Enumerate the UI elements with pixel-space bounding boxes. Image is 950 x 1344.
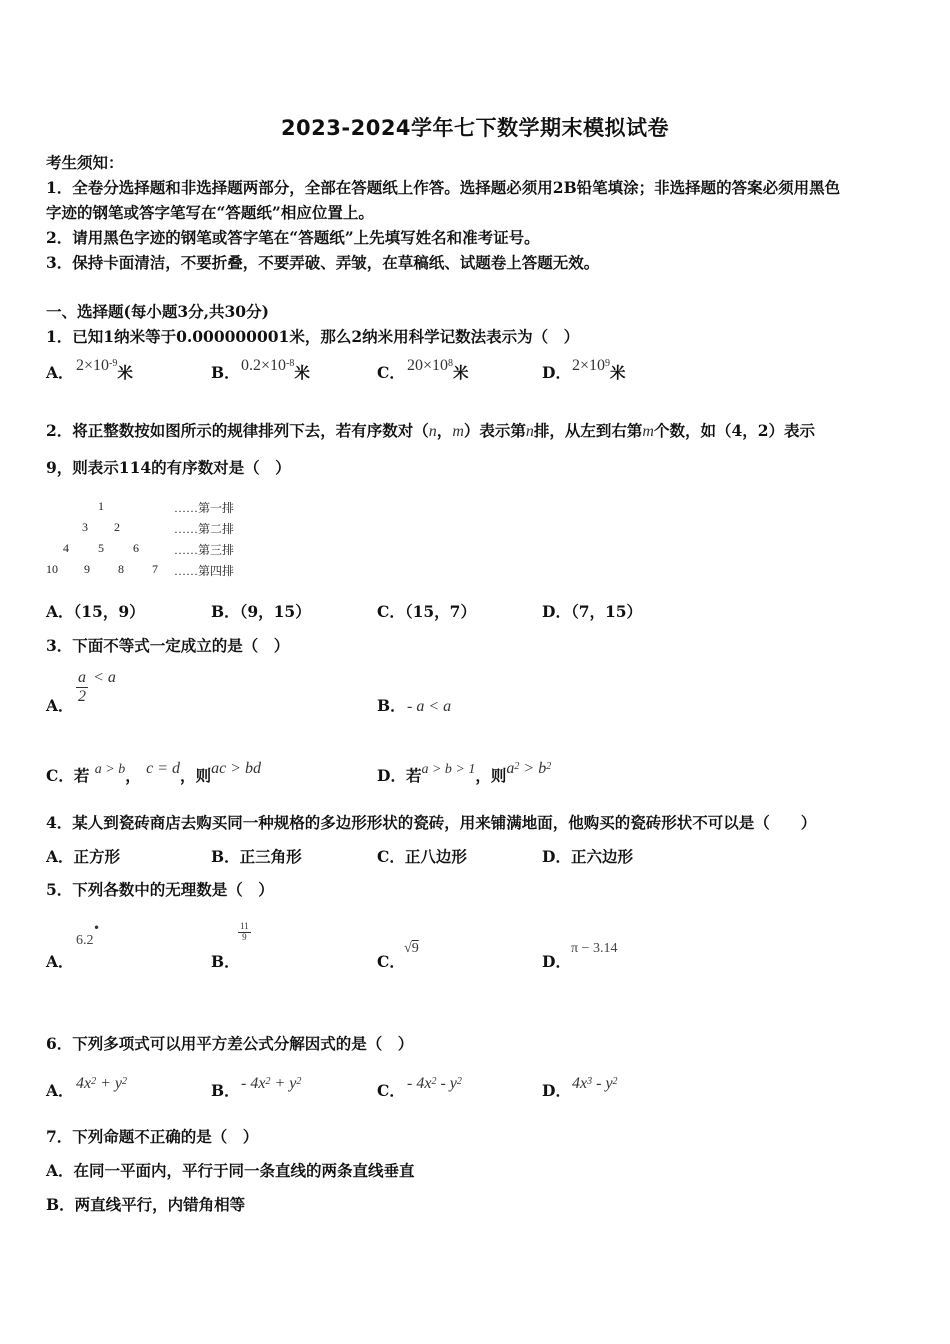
math-term: - y [592,1075,613,1092]
option-label: C． [46,766,74,785]
triangle-number: 1 [98,499,104,513]
q5-option-c-label: C． [377,952,405,971]
math-exp: 2 [296,1076,302,1087]
section-heading: 一、选择题(每小题3分,共30分) [46,302,269,321]
math-exp: -9 [109,358,118,369]
math-exp: 9 [605,358,611,369]
math-exp: 2 [431,1076,437,1087]
word-if: 若 [73,766,90,785]
notice-line: 字迹的钢笔或答字笔写在“答题纸”相应位置上。 [46,203,374,222]
math-base: a [506,760,515,777]
triangle-number: 2 [114,520,120,534]
question-3-stem: 3．下面不等式一定成立的是（ ） [46,636,290,655]
denominator: 9 [242,932,247,942]
math-exp: 2 [546,761,552,772]
math-term: - 4x [407,1075,432,1092]
triangle-number: 10 [46,562,58,576]
triangle-row-tag: ……第三排 [174,543,235,557]
stem-part: ， [436,421,453,440]
math-exp: -8 [286,358,295,369]
math-expr: ac > bd [211,760,261,777]
unit: 米 [117,363,133,382]
math-expr: 6.2 [76,933,94,948]
q6-option-b[interactable] [211,1075,302,1101]
unit: 米 [294,363,310,382]
math-expr: < a [93,668,116,686]
q3-option-a-label: A． [46,696,74,715]
q2-option-a[interactable]: A．（15，9） [46,602,145,621]
option-label: B． [211,363,240,382]
q4-option-c[interactable]: C．正八边形 [377,847,467,866]
q5-option-b-label: B． [211,952,240,971]
unit: 米 [610,363,626,382]
math-coef: 2×10 [76,357,110,374]
repeating-dot-icon: • [93,921,101,935]
math-exp: 2 [456,1076,462,1087]
option-label: B． [211,1081,240,1100]
q5-option-c[interactable] [404,937,419,957]
comma: ， [125,766,141,785]
stem-part: 个数，如（4，2）表示 [653,421,816,440]
q1-option-a[interactable] [46,357,133,383]
triangle-row-tag: ……第一排 [174,501,235,515]
notice-heading: 考生须知： [46,153,124,172]
q3-option-b[interactable] [377,694,451,716]
math-expr: - a < a [407,698,452,715]
math-exp: 2 [514,761,520,772]
radicand: 9 [411,941,419,956]
comma: ， [180,766,196,785]
q2-option-d[interactable]: D．（7，15） [542,602,643,621]
triangle-row-tag: ……第四排 [174,564,235,578]
math-base: > b [519,760,547,777]
var-n: n [428,423,437,440]
triangle-number: 4 [63,541,69,555]
q3-option-c[interactable] [46,760,261,786]
q3-option-d[interactable] [377,760,552,786]
option-label: A． [46,363,74,382]
notice-line: 2．请用黑色字迹的钢笔或答字笔在“答题纸”上先填写姓名和准考证号。 [46,228,540,247]
q1-option-d[interactable] [542,357,626,383]
option-label: D． [377,766,406,785]
q7-option-b[interactable]: B．两直线平行，内错角相等 [46,1195,246,1214]
math-term: - 4x [241,1075,266,1092]
q5-option-a-label: A． [46,952,74,971]
q5-option-b[interactable] [238,922,251,943]
q6-option-c[interactable] [377,1075,462,1101]
option-label: B． [377,696,406,715]
question-7-stem: 7．下列命题不正确的是（ ） [46,1127,259,1146]
math-exp: 2 [265,1076,271,1087]
word-then: 则 [195,766,212,785]
triangle-number: 8 [118,562,124,576]
triangle-row-tag: ……第二排 [174,522,235,536]
question-4-stem: 4．某人到瓷砖商店去购买同一种规格的多边形形状的瓷砖，用来铺满地面，他购买的瓷砖形状不可以是（ ） [46,813,817,832]
math-term: - y [436,1075,457,1092]
math-expr: a > b [94,762,126,777]
q7-option-a[interactable]: A．在同一平面内，平行于同一条直线的两条直线垂直 [46,1161,415,1180]
math-exp: 2 [91,1076,97,1087]
math-term: + y [96,1075,123,1092]
q2-option-c[interactable]: C．（15，7） [377,602,476,621]
option-label: D． [542,1081,571,1100]
triangle-number: 3 [82,520,88,534]
stem-part: 2．将正整数按如图所示的规律排列下去，若有序数对（ [46,421,429,440]
triangle-number: 6 [133,541,139,555]
triangle-number: 9 [84,562,90,576]
q5-option-a[interactable] [76,921,101,949]
q1-option-c[interactable] [377,357,469,383]
q5-option-d[interactable] [571,937,617,957]
option-label: A． [46,1081,74,1100]
numerator: 11 [240,921,249,932]
math-coef: 2×10 [572,357,606,374]
math-exp: 3 [587,1076,593,1087]
math-coef: 20×10 [407,357,449,374]
math-coef: 0.2×10 [241,357,287,374]
fraction [238,922,251,943]
sqrt-icon: √ [404,941,412,956]
option-label: D． [542,363,571,382]
option-label: C． [377,1081,405,1100]
question-2-stem [46,419,815,441]
option-label: C． [377,363,405,382]
q2-option-b[interactable]: B．（9，15） [211,602,311,621]
math-expr: a > b > 1 [421,762,476,777]
triangle-number: 7 [152,562,158,576]
q6-option-a[interactable] [46,1075,128,1101]
question-6-stem: 6．下列多项式可以用平方差公式分解因式的是（ ） [46,1034,414,1053]
math-term: 4x [572,1075,588,1092]
notice-line: 1．全卷分选择题和非选择题两部分，全部在答题纸上作答。选择题必须用2B铅笔填涂；非选择题的答案必须用黑色 [46,178,841,197]
math-term: 4x [76,1075,92,1092]
question-1-stem: 1．已知1纳米等于0.000000001米，那么2纳米用科学记数法表示为（ ） [46,327,580,346]
word-if: 若 [405,766,422,785]
math-expr: π − 3.14 [571,941,618,956]
q4-option-b[interactable]: B．正三角形 [211,847,302,866]
math-expr: c = d [146,760,181,777]
q5-option-d-label: D． [542,952,571,971]
comma: ， [475,766,491,785]
page-title: 2023-2024学年七下数学期末模拟试卷 [280,116,670,140]
math-exp: 2 [612,1076,618,1087]
fraction [76,669,88,705]
q1-option-b[interactable] [211,357,310,383]
q4-option-a[interactable]: A．正方形 [46,847,121,866]
q3-option-a[interactable] [76,669,116,705]
numerator: a [78,669,86,686]
question-2-stem-line2: 9，则表示114的有序数对是（ ） [46,458,291,477]
math-exp: 8 [448,358,454,369]
var-m: m [642,423,654,440]
stem-part: ）表示第 [463,421,526,440]
question-5-stem: 5．下列各数中的无理数是（ ） [46,880,274,899]
var-m: m [452,423,464,440]
math-term: + y [270,1075,297,1092]
var-n: n [525,423,534,440]
denominator: 2 [78,687,86,705]
notice-line: 3．保持卡面清洁，不要折叠，不要弄破、弄皱，在草稿纸、试题卷上答题无效。 [46,253,600,272]
stem-part: 排，从左到右第 [533,421,643,440]
unit: 米 [453,363,469,382]
word-then: 则 [490,766,507,785]
triangle-number: 5 [98,541,104,555]
math-exp: 2 [122,1076,128,1087]
q6-option-d[interactable] [542,1075,618,1101]
q4-option-d[interactable]: D．正六边形 [542,847,633,866]
